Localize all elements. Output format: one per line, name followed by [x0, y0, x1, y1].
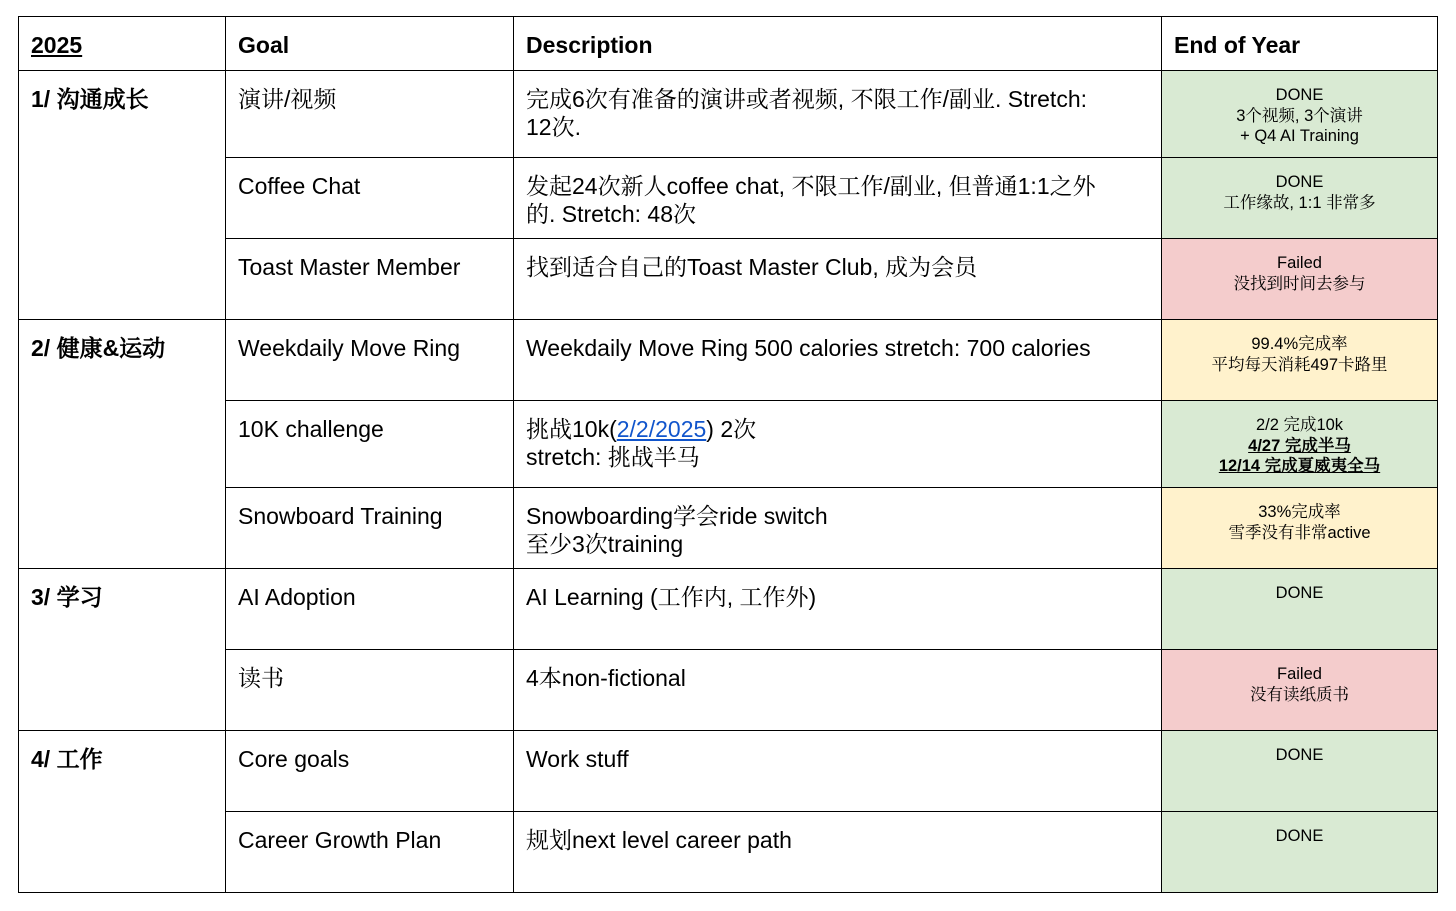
description-line	[526, 415, 1149, 443]
goal-cell: Snowboard Training	[226, 488, 514, 569]
status-note: + Q4 AI Training	[1240, 127, 1359, 145]
status-label: DONE	[1275, 584, 1324, 602]
description-line: Snowboarding学会ride switch	[526, 503, 828, 529]
header-goal: Goal	[226, 17, 514, 71]
description-cell	[514, 71, 1162, 158]
status-cell	[1162, 71, 1438, 158]
table-row	[19, 401, 1438, 488]
status-label: 33%完成率	[1258, 503, 1341, 521]
status-cell	[1162, 650, 1438, 731]
category-cell: 4/ 工作	[19, 731, 226, 893]
status-cell	[1162, 239, 1438, 320]
status-cell	[1162, 158, 1438, 239]
description-line: 找到适合自己的Toast Master Club, 成为会员	[526, 254, 978, 280]
goal-cell: AI Adoption	[226, 569, 514, 650]
description-line: 12次.	[526, 114, 581, 140]
description-line: 发起24次新人coffee chat, 不限工作/副业, 但普通1:1之外	[526, 173, 1096, 199]
description-cell	[514, 731, 1162, 812]
status-label: Failed	[1277, 665, 1322, 683]
status-note: 没找到时间去参与	[1233, 274, 1366, 293]
goal-cell: 10K challenge	[226, 401, 514, 488]
goal-cell: Career Growth Plan	[226, 812, 514, 893]
header-description: Description	[514, 17, 1162, 71]
table-row	[19, 812, 1438, 893]
description-line: 4本non-fictional	[526, 665, 686, 691]
goal-cell: Toast Master Member	[226, 239, 514, 320]
description-cell	[514, 650, 1162, 731]
status-note: 雪季没有非常active	[1228, 523, 1371, 542]
description-line: Work stuff	[526, 746, 629, 772]
description-line: 至少3次training	[526, 531, 684, 557]
category-cell: 3/ 学习	[19, 569, 226, 731]
description-text: 挑战10k(	[526, 416, 617, 442]
status-note: 平均每天消耗497卡路里	[1211, 355, 1388, 374]
status-label: 2/2 完成10k	[1255, 416, 1344, 434]
goal-cell: 读书	[226, 650, 514, 731]
goal-cell: Coffee Chat	[226, 158, 514, 239]
status-label: DONE	[1275, 173, 1324, 191]
status-label: DONE	[1275, 86, 1324, 104]
description-cell	[514, 320, 1162, 401]
status-label: DONE	[1275, 827, 1324, 845]
description-cell	[514, 488, 1162, 569]
date-link[interactable]: 2/2/2025	[616, 416, 707, 442]
status-label: Failed	[1277, 254, 1322, 272]
description-line: Weekdaily Move Ring 500 calories stretch: 700 calories	[526, 335, 1091, 361]
status-note: 没有读纸质书	[1250, 685, 1349, 704]
description-line: 规划next level career path	[526, 827, 792, 853]
header-end-of-year: End of Year	[1162, 17, 1438, 71]
status-cell	[1162, 569, 1438, 650]
status-label: DONE	[1275, 746, 1324, 764]
description-cell	[514, 239, 1162, 320]
description-line: AI Learning (工作内, 工作外)	[526, 584, 817, 610]
status-note: 3个视频, 3个演讲	[1236, 106, 1363, 125]
goal-cell: Core goals	[226, 731, 514, 812]
description-line: 完成6次有准备的演讲或者视频, 不限工作/副业. Stretch:	[526, 86, 1087, 112]
status-note: 12/14 完成夏威夷全马	[1218, 457, 1381, 475]
table-row	[19, 488, 1438, 569]
status-label: 99.4%完成率	[1251, 335, 1348, 353]
goal-cell: Weekdaily Move Ring	[226, 320, 514, 401]
description-line: 的. Stretch: 48次	[526, 201, 697, 227]
header-year: 2025	[19, 17, 226, 71]
category-cell: 2/ 健康&运动	[19, 320, 226, 569]
table-row	[19, 320, 1438, 401]
header-row	[19, 17, 1438, 71]
status-cell	[1162, 320, 1438, 401]
status-cell	[1162, 731, 1438, 812]
goals-table	[18, 16, 1438, 893]
description-cell	[514, 401, 1162, 488]
table-row	[19, 650, 1438, 731]
table-row	[19, 158, 1438, 239]
description-cell	[514, 158, 1162, 239]
description-cell	[514, 812, 1162, 893]
category-cell: 1/ 沟通成长	[19, 71, 226, 320]
goal-cell: 演讲/视频	[226, 71, 514, 158]
table-row	[19, 569, 1438, 650]
table-row	[19, 239, 1438, 320]
status-note: 4/27 完成半马	[1248, 436, 1351, 455]
status-note: 工作缘故, 1:1 非常多	[1223, 193, 1376, 212]
status-cell	[1162, 488, 1438, 569]
description-line: stretch: 挑战半马	[526, 444, 700, 470]
status-cell	[1162, 401, 1438, 488]
status-cell	[1162, 812, 1438, 893]
table-row	[19, 731, 1438, 812]
description-text: ) 2次	[706, 416, 757, 442]
table-row	[19, 71, 1438, 158]
description-cell	[514, 569, 1162, 650]
